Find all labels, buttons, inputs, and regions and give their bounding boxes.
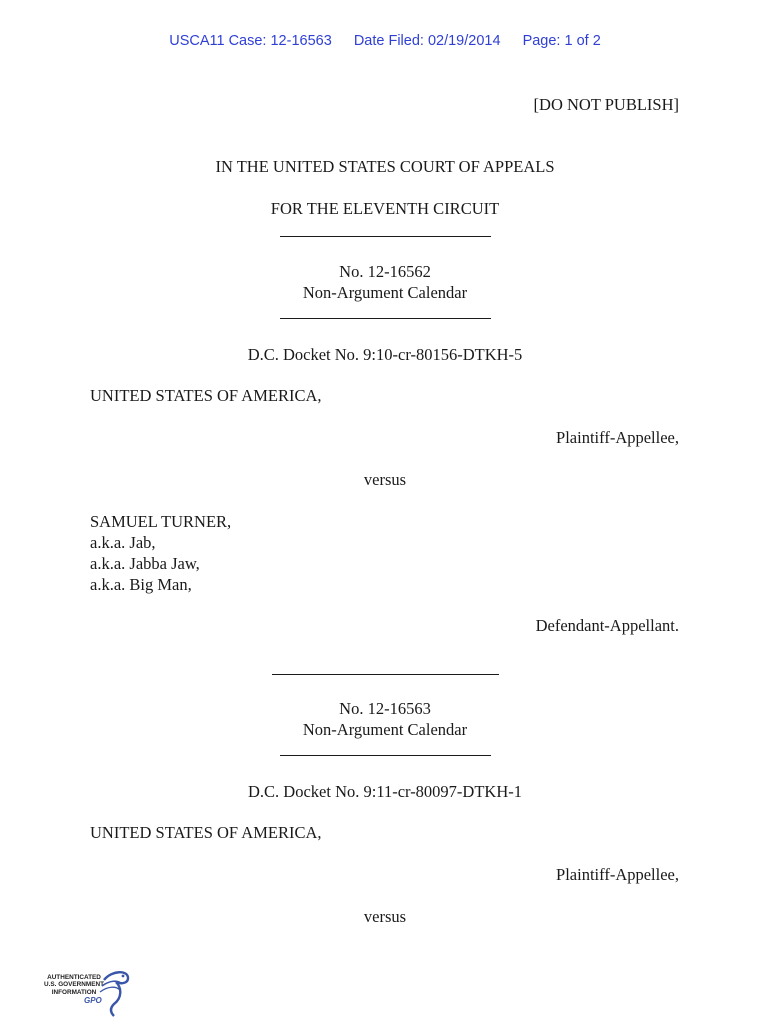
publish-notice: [DO NOT PUBLISH] [533, 95, 679, 114]
case1-defendant-alias: a.k.a. Jabba Jaw, [90, 554, 200, 573]
gpo-authentication-seal [40, 968, 140, 1020]
section-divider-rule [272, 674, 499, 675]
case2-number: No. 12-16563 [339, 699, 431, 718]
case2-plaintiff-role: Plaintiff-Appellee, [556, 865, 679, 884]
eagle-icon [98, 968, 132, 1018]
case1-calendar: Non-Argument Calendar [302, 283, 468, 302]
case1-docket: D.C. Docket No. 9:10-cr-80156-DTKH-5 [247, 345, 523, 364]
case1-number: No. 12-16562 [339, 262, 431, 281]
seal-line: AUTHENTICATED [47, 974, 101, 981]
date-filed-header: Date Filed: 02/19/2014 [353, 33, 501, 49]
seal-line: U.S. GOVERNMENT [43, 981, 104, 989]
case1-defendant-role: Defendant-Appellant. [535, 616, 679, 635]
page-number-header: Page: 1 of 2 [522, 33, 601, 49]
circuit-name: FOR THE ELEVENTH CIRCUIT [270, 199, 500, 218]
gpo-mark: GPO [84, 996, 102, 1005]
filing-header [0, 33, 770, 49]
case2-plaintiff: UNITED STATES OF AMERICA, [90, 823, 322, 842]
case1-defendant-name: SAMUEL TURNER, [90, 512, 232, 531]
case1-plaintiff-role: Plaintiff-Appellee, [556, 428, 679, 447]
divider-rule [280, 236, 491, 237]
case2-docket: D.C. Docket No. 9:11-cr-80097-DTKH-1 [248, 782, 522, 801]
case1-versus: versus [363, 470, 407, 489]
case2-versus: versus [363, 907, 407, 926]
case1-defendant-alias: a.k.a. Big Man, [90, 575, 192, 594]
case-number-header: USCA11 Case: 12-16563 [169, 33, 332, 49]
divider-rule [280, 755, 491, 756]
divider-rule [280, 318, 491, 319]
court-name: IN THE UNITED STATES COURT OF APPEALS [215, 157, 555, 176]
case1-defendant-alias: a.k.a. Jab, [90, 533, 156, 552]
seal-line: INFORMATION [51, 988, 97, 996]
case2-calendar: Non-Argument Calendar [302, 720, 468, 739]
case1-plaintiff: UNITED STATES OF AMERICA, [90, 386, 322, 405]
